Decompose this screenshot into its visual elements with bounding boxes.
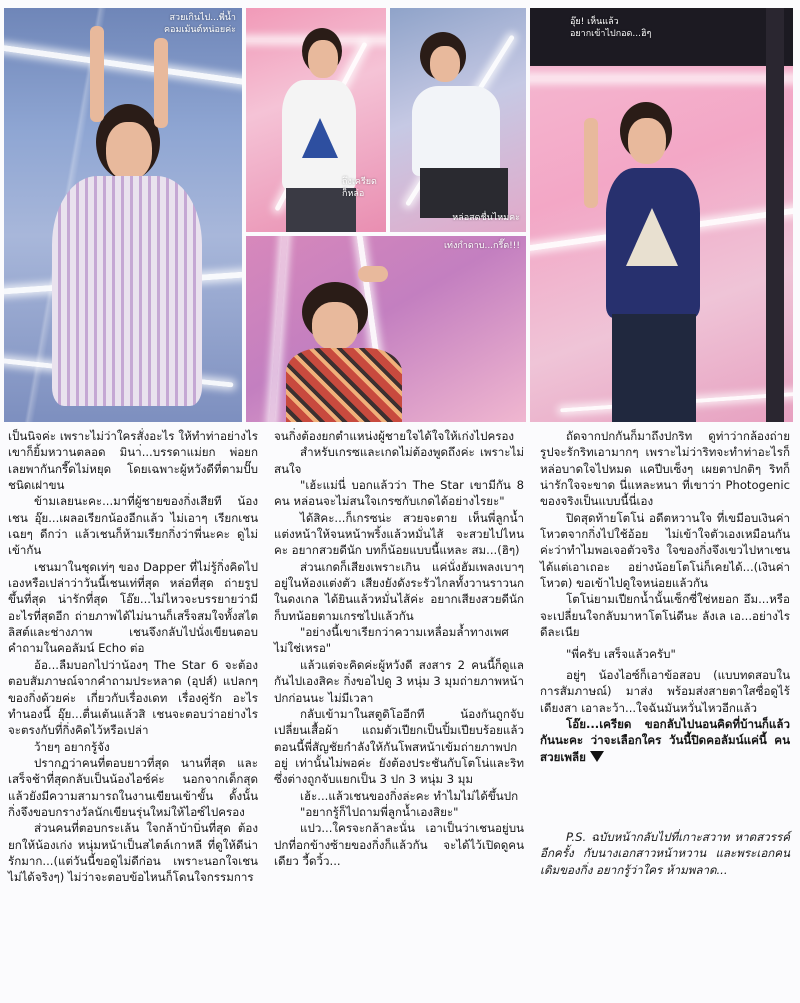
photo-man-blue-tank xyxy=(530,8,793,422)
paragraph: แปว...ใครจะกล้าละนั่น เอาเป็นว่าเชนอยู่บนปกที่อกข้างซ้ายของกิ่งก็แล้วกัน จะได้ไว้เปิดดูคนเดียว วี้ดวิ้ว... xyxy=(274,821,524,868)
photo-man-reclining xyxy=(246,236,526,422)
photo-caption: หล่อสดชื่นไหมคะ xyxy=(452,213,520,223)
end-triangle-icon xyxy=(590,751,604,762)
paragraph: ส่วนเกดก็เสียงเพราะเกิน แค่นั่งฮัมเพลงเบาๆ อยู่ในห้องแต่งตัว เสียงยังดังระรัวไกลทั้งวานราวนกในดงเกล ได้ยินแล้วหมั่นไส้ค่ะ อยากเสียงสวยดีนักก็บทน้อยตามเกรซไปแล้วกัน xyxy=(274,559,524,623)
photo-man-white-tee xyxy=(390,8,526,232)
paragraph: สำหรับเกรซและเกดไม่ต้องพูดถึงค่ะ เพราะไม่สนใจ xyxy=(274,445,524,476)
paragraph: เชนมาในชุดเท่ๆ ของ Dapper ที่ไม่รู้กิ่งคิดไปเองหรือเปล่าว่าวันนี้เชนเท่ที่สุด หล่อที่สุด ถ่ายรูปขึ้นที่สุด น่ารักที่สุด โอ๊ย...ไม่ไหวจะบรรยายว่ามีอะไรที่สุดอีก ถ่ายภาพได้ไม่นานก็เสร็จสมใจทั้งสไตลิสต์และช่างภาพ เชนจึงกลับไปนั่งเขียนตอบคำถามในคอลัมน์ Echo ต่อ xyxy=(8,559,258,656)
paragraph: จนกิ่งต้องยกตำแหน่งผู้ชายใจได้ใจให้เก่งไปครอง xyxy=(274,429,515,443)
quote: "อยากรู้ก็ไปถามพี่ลูกน้ำเองสิยะ" xyxy=(300,804,459,819)
text-column-1 xyxy=(8,428,258,886)
paragraph: ถัดจากปกกันก็มาถึงปกริท ดูท่าว่ากล้องถ่ายรูปจะรักริทเอามากๆ เพราะไม่ว่าริทจะทำท่าอะไรก็หล่อบาดใจไปหมด แคปีบเซ็งๆ เผยตาปกติๆ ริทก็น่ารักใจจะขาด นี่แหละหนา ที่เขาว่า Photogenic ของจริงเป็นแบบนี้นี่เอง xyxy=(540,429,790,509)
paragraph: ปิดสุดท้ายโตโน่ อดีตหวานใจ ที่เขมีอบเงินค่าโหวตจากกิ่งไปใช้อ้อย ไม่เข้าใจตัวเองเหมือนกันค่ะว่าทำไมพอเจอตัวจริง ใจของกิ่งจึงเขวไปหาเชนได้แต่เอาเถอะ อย่างน้อยโตโน่ก็เคยได้...(เงินค่าโหวต) ขอเข้าไปดูใจหน่อยแล้วกัน xyxy=(540,510,790,591)
quote: "อย่างนี้เขาเรียกว่าความเหลื่อมล้ำทางเพศไม่ใช่เหรอ" xyxy=(274,625,509,656)
quote: "พี่ครับ เสร็จแล้วครับ" xyxy=(566,647,676,662)
photo-caption: ถึงเครียด ก็หล่อ xyxy=(342,177,377,199)
paragraph: ส่วนคนที่ตอบกระเล้น ใจกล้าบ้าบิ่นที่สุด ต้องยกให้น้องเก่ง หนุ่มหน้าเป็นสไตล์เกาหลี ที่ดูให้ดีน่ารักมาก...(แต่วันนี้ขอดูไม่ดีก่อน เพราะนอกใจเชนไม่ได้จริงๆ) ไม่ว่าจะตอบข้อไหนก็โดนใจกรรมการ xyxy=(8,821,258,885)
text-column-2 xyxy=(274,428,524,869)
paragraph: ว้ายๆ อยากรู้จัง xyxy=(34,739,110,754)
paragraph: แล้วแต่จะคิดค่ะผู้หวังดี สงสาร 2 คนนี้ก็ดูแลกันไปเองสิคะ กิ่งขอไปดู 3 หนุ่ม 3 มุมถ่ายภาพหน้าปกก่อนนะ ไม่มีเวลา xyxy=(274,657,524,705)
paragraph: เฮ้ะ...แล้วเชนของกิ่งล่ะคะ ทำไมไม่ได้ขึ้นปก xyxy=(300,788,519,803)
paragraph: อ้อ...ลืมบอกไปว่าน้องๆ The Star 6 จะต้องตอบสัมภาษณ์จากคำถามประหลาด (อุปส์) แปลกๆ ของกิ่งด้วยค่ะ เกี่ยวกับเรื่องเดท เรื่องคู่รัก อะไรทำนองนี้ อุ๊ย...ตื่นเต้นแล้วสิ เชนจะตอบว่าอย่างไรจะตรงกับที่กิ่งคิดไว้หรือเปล่า xyxy=(8,657,258,738)
paragraph: โตโน่ยามเปียกน้ำนั้นเซ็กซี่ใช่หยอก อึม...หรือจะเปลี่ยนใจกลับมาหาโตโน่ดีนะ ลังเล เอ...อย่างไรดีละเนีย xyxy=(540,592,790,640)
paragraph: เป็นนิจค่ะ เพราะไม่ว่าใครสั่งอะไร ให้ทำท่าอย่างไร เขาก็ยิ้มหวานตลอด มินา่...บรรดาแม่ยก พ่อยก เลยพากันกรี๊ดไม่หยุด โดยเฉพาะผู้หวังดีที่ตามปั๊บชนิดเฝาขน xyxy=(8,429,258,493)
photo-man-white-tank xyxy=(246,8,386,232)
paragraph: ได้สิคะ...ก็เกรซน่ะ สวยจะตาย เห็นพี่ลูกน้ำแต่งหน้าให้จนหน้าพริ้งแล้วหมั่นไส้ จะสวยไปไหนคะ อยากสวยดีนัก บทก็น้อยแบบนี้แหละ สม...(ฮิๆ) xyxy=(274,510,524,558)
paragraph: กลับเข้ามาในสตูดิโออีกที น้องกันถูกจับเปลี่ยนเสื้อผ้า แถมตัวเปียกเป็นปิ้มเปียบร้อยแล้ว ตอนนี้พี่สัญชัยกำลังให้กันโพสหน้าเข้มถ่ายภาพปกอยู่ เท่านั้นไม่พอค่ะ ยังต้องประชันกับโตโน่และริท ซึ่งต่างถูกจับแยกเป็น 3 ปก 3 หนุ่ม 3 มุม xyxy=(274,706,524,787)
photo-caption: เท่งกำดาบ...กรี๊ด!!! xyxy=(443,241,520,251)
closing-paragraph xyxy=(540,716,790,765)
quote: "เฮ้ะแม่นี่ บอกแล้วว่า The Star เขามีกัน 8 คน หล่อนจะไม่สนใจเกรซกับเกดได้อย่างไรยะ" xyxy=(274,478,524,509)
photo-caption: อุ๊ย! เห็นแล้ว อยากเข้าไปกอด...ฮิๆ xyxy=(570,17,652,39)
closing-text: โอ๊ย...เครียด ขอกลับไปนอนคิดที่บ้านก็แล้วกันนะคะ ว่าจะเลือกใคร วันนี้ปิดคอลัมน์แค่นี้ คนสวยเพลีย xyxy=(540,716,790,764)
paragraph: ปรากฏว่าคนที่ตอบยาวที่สุด นานที่สุด และเสร็จช้าที่สุดกลับเป็นน้องไอซ์ค่ะ นอกจากเด็กสุดแล้วยังมีความสามารถในงานเขียนเข้าขั้น ดั้งนั้นกิ่งจึงขอบกรางวัลนักเขียนรุ่นใหม่ให้ไอซ์ไปครอง xyxy=(8,755,258,819)
paragraph: ข้ามเลยนะคะ...มาที่ผู้ชายของกิ่งเสียที น้องเชน อุ๊ย...เผลอเรียกน้องอีกแล้ว ไม่เอาๆ เรียกเชนเฉยๆ ดีกว่า แล้วเชนก็ห้ามเรียกกิ่งว่าพี่นะคะ ดูไม่เข้ากัน xyxy=(8,494,258,558)
ps-note: P.S. ฉบับหน้ากลับไปที่เกาะสวาท หาดสวรรค์ อีกครั้ง กับนางเอกสาวหน้าหวาน และพระเอกคนเดิมของกิ่ง อยากรู้ว่าใคร ห้ามพลาด... xyxy=(540,829,790,877)
photo-woman-neon-tubes xyxy=(4,8,242,422)
photo-caption: สวยเกินไป...พี่น้ำ คอมเม้นต์หน่อยค่ะ xyxy=(164,13,236,35)
text-column-3 xyxy=(540,428,790,878)
paragraph: อยู่ๆ น้องไอซ์ก็เอาข้อสอบ (แบบทดสอบในการสัมภาษณ์) มาส่ง พร้อมส่งสายตาใสซื่อดูไร้เดียงสา เอาละว้า...ใจฉันมันหวั่นไหวอีกแล้ว xyxy=(540,667,790,715)
